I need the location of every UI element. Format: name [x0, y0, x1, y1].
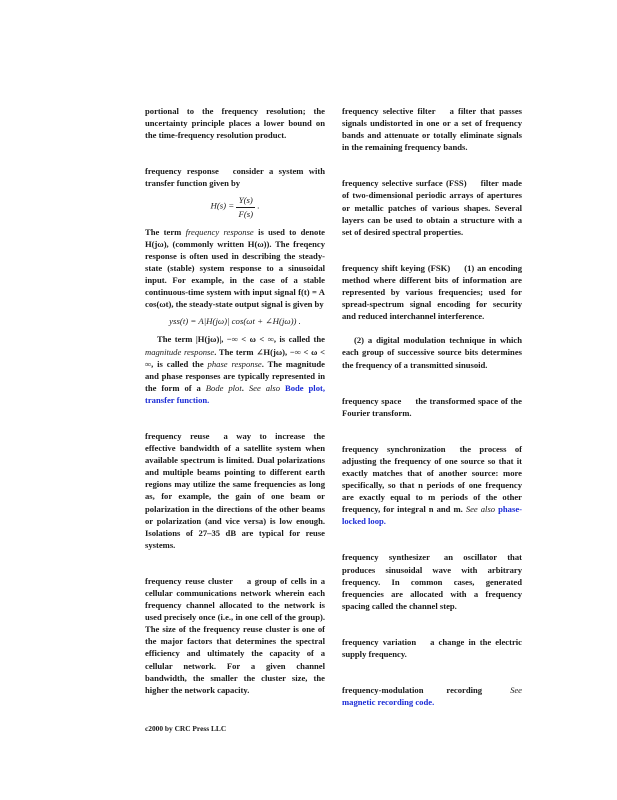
entry-definition: a way to increase the effective bandwidth of a satellite system when available spectrum is limited. Dual polarizations and multiple beams pointing to different earth regions may utilize the same frequencies as long as, for example, the gain of one beam or polarization in the directions of the other beams or polarization (and vice versa) is low enough. Isolations of 27–35 dB are typical for reuse systems.	[145, 430, 325, 550]
entry-frequency-selective-filter	[342, 105, 522, 153]
entry-term: frequency shift keying (FSK)	[342, 262, 451, 273]
entry-term: frequency space	[342, 395, 402, 406]
entry-frequency-synchronization: frequency synchronization the process of adjusting the frequency of one source so that it exactly matches that of another source: more specifically, so that n periods of one frequency are exactly equal to m periods of the other frequency, for integral n and m. See also phase-locked loop.	[342, 443, 523, 527]
entry-term: frequency synchronization	[342, 443, 446, 454]
entry-fm-recording: frequency-modulation recording See magnetic recording code.	[342, 685, 522, 708]
emphasis-term: Bode plot	[205, 382, 242, 393]
continuation-text: portional to the frequency resolution; the uncertainty principle places a lower bound on the time-frequency resolution product.	[145, 106, 325, 141]
equation-steady-state: yss(t) = A|H(jω)| cos(ωt + ∠H(jω)) .	[169, 316, 301, 327]
cross-reference-link[interactable]: phase-locked loop	[342, 504, 523, 527]
emphasis-term: phase response	[207, 358, 262, 369]
entry-frequency-reuse	[145, 430, 325, 551]
entry-definition-2: (2) a digital modulation technique in which each group of successive source bits determines the frequency of a transmitted sinusoid.	[342, 335, 522, 370]
entry-term: frequency response	[145, 166, 219, 177]
entry-frequency-reuse-cluster	[145, 575, 325, 696]
entry-term: frequency selective surface (FSS)	[342, 178, 467, 189]
entry-term: frequency reuse	[145, 430, 210, 441]
entry-definition: the process of adjusting the frequency of one source so that it exactly matches that of another source: more specifically, so that n periods of one frequency are exactly equal to m periods of the other frequency, for integral n and m.	[342, 443, 522, 515]
entry-term: frequency reuse cluster	[145, 575, 233, 586]
entry-frequency-variation	[342, 636, 522, 660]
emphasis-term: frequency response	[185, 226, 254, 237]
entry-term: frequency variation	[342, 636, 417, 647]
equation-transfer-function: H(s) = $\frac{Y(s)}{F(s)}$ .	[210, 195, 260, 219]
entry-frequency-response: frequency response consider a system with transfer function given by H(s) = $\frac{Y(s)}{F(s)}$ . The term frequency response is used to denote H(jω), (commonly written H(ω)). The freqency response is often used in describing the steady-state (stable) system response to a sinusoidal input. For example, in the case of a stable continuous-time system with input signal f(t) = A cos(ωt), the steady-state output signal is given by yss(t) = A|H(jω)| cos(ωt + ∠H(jω)) . The term |H(jω)|, −∞ < ω < ∞, is called the magnitude response. The term ∠H(jω), −∞ < ω < ∞, is called the phase response. The magnitude and phase responses are typically represented in the form of a Bode plot. See also Bode plot, transfer function.	[145, 166, 326, 405]
entry-definition: an oscillator that produces sinusoidal wave with arbitrary frequency. In common cases, generated frequencies are allocated with a frequency spacing called the channel step.	[342, 552, 522, 611]
see-also-label: See also	[248, 382, 281, 393]
entry-definition: the transformed space of the Fourier transform.	[342, 395, 522, 418]
entry-term: frequency-modulation recording	[342, 685, 483, 696]
entry-definition: consider a system with transfer function given by	[145, 166, 325, 189]
cross-reference-link[interactable]: magnetic recording code	[342, 697, 433, 708]
left-column	[145, 105, 325, 720]
entry-definition: a change in the electric supply frequency.	[342, 636, 522, 659]
entry-term: frequency selective filter	[342, 106, 436, 116]
entry-definition-1: (1) an encoding method where different bits of information are represented by various frequencies; used for spread-spectrum signal encoding for security and reduced interchannel interference.	[342, 262, 522, 322]
emphasis-term: magnitude response	[145, 346, 215, 357]
entry-frequency-synthesizer	[342, 551, 522, 611]
cross-reference-link[interactable]: Bode plot, transfer function	[145, 382, 325, 405]
copyright-footer: c2000 by CRC Press LLC	[145, 724, 227, 733]
see-label: See	[510, 685, 522, 696]
entry-definition: filter made of two-dimensional periodic arrays of apertures or metallic patches of various shapes. Several layers can be used to obtain a structure with a set of desired spectral properties.	[342, 178, 522, 237]
see-also-label: See also	[465, 504, 496, 515]
entry-frequency-shift-keying	[342, 262, 522, 371]
entry-frequency-space	[342, 395, 522, 419]
entry-definition: a filter that passes signals undistorted in one or a set of frequency bands and attenuate or totally eliminate signals in the remaining frequency bands.	[342, 106, 522, 153]
entry-term: frequency synthesizer	[342, 552, 430, 563]
entry-definition: a group of cells in a cellular communications network wherein each frequency channel allocated to the network is used precisely once (i.e., in one cell of the group). The size of the frequency reuse cluster is one of the major factors that determines the spectral efficiency and ultimately the capacity of a cellular network. For a given channel bandwidth, the smaller the cluster size, the higher the network capacity.	[145, 575, 325, 695]
right-column	[342, 105, 522, 732]
entry-frequency-selective-surface	[342, 177, 522, 237]
fraction: $\frac{Y(s)}{F(s)}$	[238, 195, 254, 219]
